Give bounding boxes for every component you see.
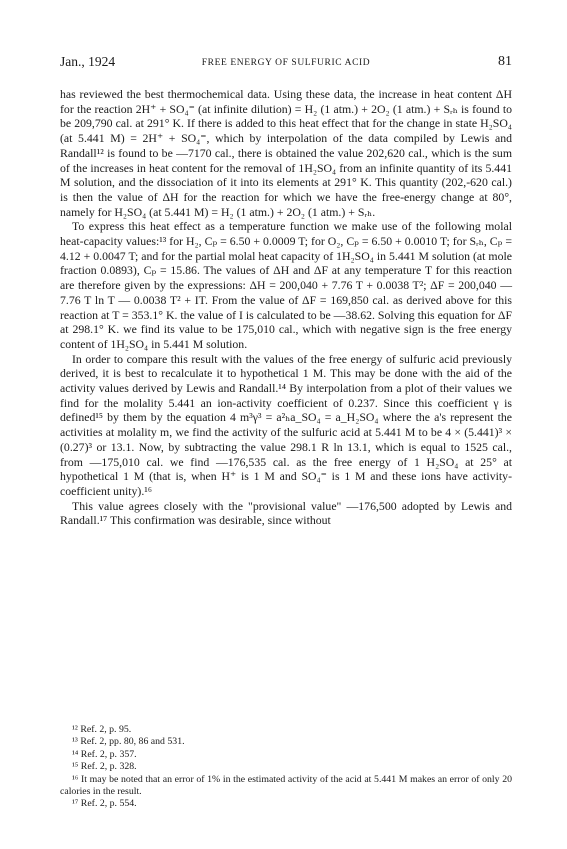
body-text: [60, 87, 512, 528]
paragraph-4: This value agrees closely with the "provisional value" —176,500 adopted by Lewis and Randall.¹⁷ This confirmation was desirable, since without: [60, 498, 512, 528]
running-header: [60, 52, 512, 72]
header-date: Jan., 1924: [60, 54, 116, 69]
footnote-12: ¹² Ref. 2, p. 95.: [72, 724, 132, 735]
document-page: [60, 52, 512, 842]
page-number: 81: [498, 54, 512, 69]
footnote-14: ¹⁴ Ref. 2, p. 357.: [72, 748, 137, 760]
footnotes: [60, 724, 512, 811]
paragraph-1: has reviewed the best thermochemical data. Using these data, the increase in heat content ΔH for the reaction 2H⁺ + SO₄⁼ (at infinite dilution) = H₂ (1 atm.) + 2O₂ (1 atm.) + Sᵣₕ is found to be 209,790 cal. at 291° K. If there is added to this heat effect that for the change in state H₂SO₄ (at 5.441 M) = 2H⁺ + SO₄⁼, which by interpolation of the data compiled by Lewis and Randall¹² is found to be —7170 cal., there is obtained the value 202,620 cal., which is the sum of the increases in heat content for the removal of 1H₂SO₄ from an infinite quantity of its 5.441 M solution, and the dissociation of it into its elements at 291° K. This quantity (202,-620 cal.) is then the value of ΔH for the reaction for which we have the free-energy change at 80°, namely for H₂SO₄ (at 5.441 M) = H₂ (1 atm.) + 2O₂ (1 atm.) + Sᵣₕ.: [60, 87, 512, 219]
paragraph-3: In order to compare this result with the values of the free energy of sulfuric acid previously derived, it is best to recalculate it to hypothetical 1 M. This may be done with the aid of the activity values derived by Lewis and Randall.¹⁴ By interpolation from a plot of their values we find for the molality 5.441 an ion-activity coefficient of 0.237. Since this coefficient γ is defined¹⁵ by them by the equation 4 m³γ³ = a²ₕa_SO₄ = a_H₂SO₄ where the a's represent the activities at molality m, we find the activity of the sulfuric acid at 5.441 M to be 4 × (5.441)³ × (0.27)³ or 13.1. Now, by subtracting the value 298.1 R ln 13.1, which is equal to 1525 cal., from —175,010 cal. we find —176,535 cal. as the free energy of 1 H₂SO₄ at 25° at hypothetical 1 M (that is, when H⁺ is 1 M and SO₄⁼ is 1 M and these ions have activity-coefficient unity).¹⁶: [60, 351, 512, 498]
footnote-13: ¹³ Ref. 2, pp. 80, 86 and 531.: [72, 736, 185, 748]
footnote-15: ¹⁵ Ref. 2, p. 328.: [72, 761, 137, 773]
paragraph-2: To express this heat effect as a temperature function we make use of the following molal heat-capacity values:¹³ for H₂, Cₚ = 6.50 + 0.0009 T; for O₂, Cₚ = 6.50 + 0.0010 T; for Sᵣₕ, Cₚ = 4.12 + 0.0047 T; and for the partial molal heat capacity of 1H₂SO₄ in 5.441 M solution (at mole fraction 0.0893), Cₚ = 15.86. The values of ΔH and ΔF at any temperature T for this reaction are therefore given by the expressions: ΔH = 200,040 + 7.76 T + 0.0038 T²; ΔF = 200,040 — 7.76 T ln T — 0.0038 T² + IT. From the value of ΔF = 169,850 cal. as derived above for this reaction at T = 353.1° K. the value of I is calculated to be —38.62. Solving this equation for ΔF at 298.1° K. we find its value to be 175,010 cal., which with negative sign is the free energy content of 1H₂SO₄ in 5.441 M solution.: [60, 219, 512, 351]
footnote-17: ¹⁷ Ref. 2, p. 554.: [72, 798, 137, 810]
footnote-16: ¹⁶ It may be noted that an error of 1% in the estimated activity of the acid at 5.441 M makes an error of only 20 calories in the result.: [60, 773, 512, 798]
header-running-title: FREE ENERGY OF SULFURIC ACID: [201, 58, 371, 68]
